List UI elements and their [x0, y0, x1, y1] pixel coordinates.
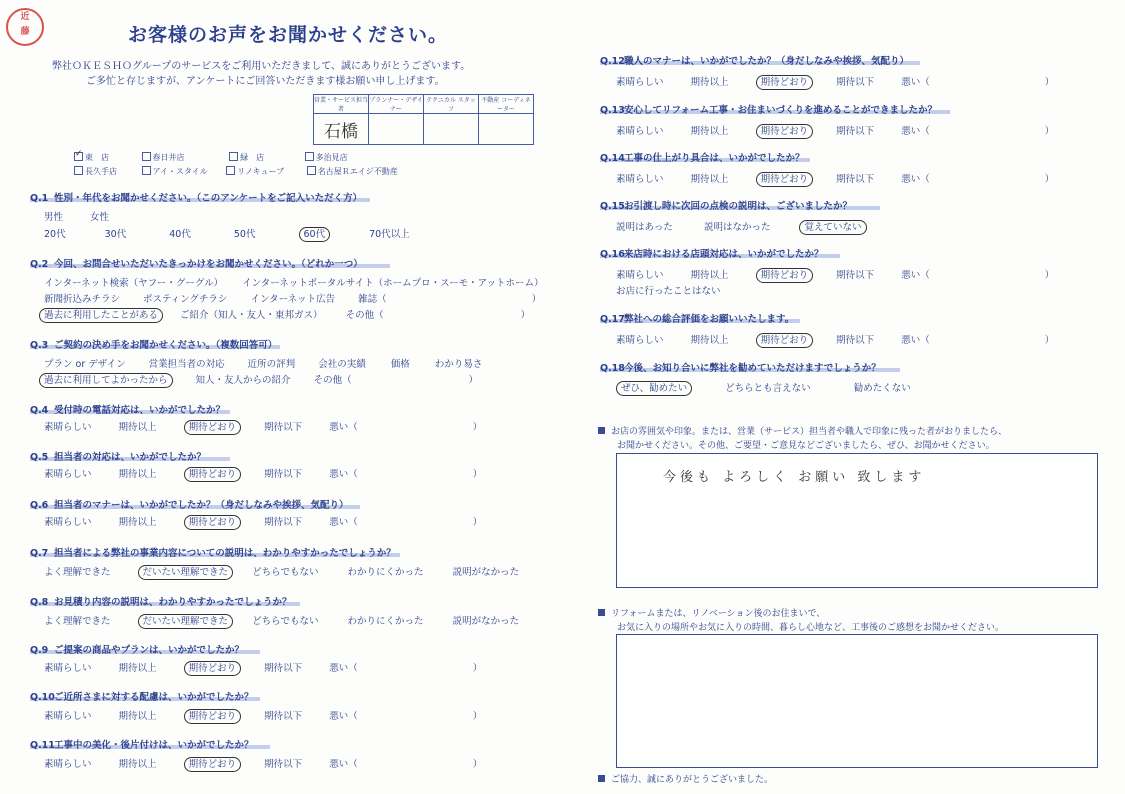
store-checkbox-nagoya-rage[interactable] — [307, 166, 316, 175]
hanko-stamp: 近 藤 — [6, 8, 44, 46]
option-bad[interactable]: 悪い（ — [901, 77, 930, 88]
option-neutral[interactable]: どちらでもない — [252, 616, 319, 627]
option-sales-rep[interactable]: 営業担当者の対応 — [148, 359, 225, 370]
q15-options — [616, 219, 867, 233]
option-bad[interactable]: 悪い（ — [329, 469, 358, 480]
option-above[interactable]: 期待以上 — [118, 759, 157, 770]
q4-options: 素晴らしい 期待以上 期待どおり 期待以下 悪い（ ） — [44, 422, 483, 433]
option-newspaper-flyer[interactable]: 新聞折込みチラシ — [44, 294, 121, 305]
question-q4: Q.4 受付時の電話対応は、いかがでしたか？ — [30, 405, 226, 416]
staff-header-technical: テクニカル スタッフ — [424, 95, 479, 114]
option-above[interactable]: 期待以上 — [690, 335, 729, 346]
option-above[interactable]: 期待以上 — [690, 270, 729, 281]
comment-prompt-2-line-2: お気に入りの場所やお気に入りの時間、暮らし心地など、工事後のご感想をお聞かせください。 — [617, 623, 1005, 633]
option-used-before-selected[interactable]: 過去に利用したことがある — [39, 308, 163, 323]
q2-row-1 — [44, 275, 543, 289]
option-above[interactable]: 期待以上 — [118, 517, 157, 528]
option-friend-referral[interactable]: 知人・友人からの紹介 — [195, 375, 291, 386]
question-q1: Q.1 性別・年代をお聞かせください。（このアンケートをご記入いただく方） — [30, 193, 363, 204]
option-as-expected-selected[interactable]: 期待どおり — [756, 268, 814, 283]
comment-prompt-2: リフォームまたは、リノベーション後のお住まいで、 — [598, 606, 825, 619]
store-checkbox-tajimi[interactable] — [305, 152, 314, 161]
option-below[interactable]: 期待以下 — [836, 174, 875, 185]
option-bad[interactable]: 悪い（ — [901, 270, 930, 281]
option-as-expected-selected[interactable]: 期待どおり — [184, 661, 242, 676]
option-20s[interactable]: 20代 — [44, 229, 66, 240]
q16-options: 素晴らしい 期待以上 期待どおり 期待以下 悪い（ ） — [616, 270, 1055, 281]
option-no-explanation[interactable]: 説明がなかった — [452, 567, 520, 578]
q17-options: 素晴らしい 期待以上 期待どおり 期待以下 悪い（ ） — [616, 335, 1055, 346]
option-above[interactable]: 期待以上 — [118, 422, 157, 433]
option-bad[interactable]: 悪い（ — [901, 335, 930, 346]
square-bullet-icon — [598, 775, 605, 782]
option-below[interactable]: 期待以下 — [836, 335, 875, 346]
option-posting-flyer[interactable]: ポスティングチラシ — [143, 294, 228, 305]
option-other[interactable]: その他（ — [345, 310, 384, 321]
option-above[interactable]: 期待以上 — [118, 663, 157, 674]
question-q2: Q.2 今回、お問合せいただいたきっかけをお聞かせください。（どれか一つ） — [30, 259, 363, 270]
q12-options: 素晴らしい 期待以上 期待どおり 期待以下 悪い（ ） — [616, 77, 1055, 88]
option-explained[interactable]: 説明はあった — [616, 222, 673, 233]
check-mark-icon: ✓ — [75, 149, 83, 159]
option-bad[interactable]: 悪い（ — [901, 126, 930, 137]
store-row-2: 長久手店 アイ・スタイル リノキューブ 名古屋Ｒエイジ不動産 — [74, 166, 398, 177]
option-as-expected-selected[interactable]: 期待どおり — [184, 709, 242, 724]
option-mostly-understood-selected[interactable]: だいたい理解できた — [138, 614, 234, 629]
square-bullet-icon — [598, 609, 605, 616]
comment-box-1[interactable] — [616, 453, 1098, 588]
option-excellent[interactable]: 素晴らしい — [44, 422, 92, 433]
option-as-expected-selected[interactable]: 期待どおり — [756, 172, 814, 187]
option-excellent[interactable]: 素晴らしい — [44, 517, 92, 528]
q7-options — [44, 564, 519, 578]
question-q5: Q.5 担当者の対応は、いかがでしたか？ — [30, 452, 207, 463]
store-checkbox-higashi[interactable] — [74, 149, 83, 161]
q11-options: 素晴らしい 期待以上 期待どおり 期待以下 悪い（ ） — [44, 759, 483, 770]
option-bad[interactable]: 悪い（ — [329, 517, 358, 528]
question-q9: Q.9 ご提案の商品やプランは、いかがでしたか？ — [30, 645, 245, 656]
option-excellent[interactable]: 素晴らしい — [44, 759, 92, 770]
option-below[interactable]: 期待以下 — [264, 663, 303, 674]
option-referral[interactable]: ご紹介（知人・友人・東邦ガス） — [180, 310, 323, 321]
comment-prompt-1-line-2: お聞かせください。その他、ご要望・ご意見などございましたら、ぜひ、お聞かせください。 — [617, 441, 995, 451]
question-q15: Q.15お引渡し時に次回の点検の説明は、ございましたか？ — [600, 201, 853, 212]
q2-row-2: 新聞折込みチラシ ポスティングチラシ インターネット広告 雑誌（ ） — [44, 294, 542, 305]
question-q3: Q.3 ご契約の決め手をお聞かせください。（複数回答可） — [30, 340, 278, 351]
q3-row-2: 過去に利用してよかったから 知人・友人からの紹介 その他（ ） — [44, 372, 478, 386]
q13-options: 素晴らしい 期待以上 期待どおり 期待以下 悪い（ ） — [616, 126, 1055, 137]
option-excellent[interactable]: 素晴らしい — [616, 77, 664, 88]
question-q8: Q.8 お見積り内容の説明は、わかりやすかったでしょうか？ — [30, 597, 292, 608]
thanks-note: ご協力、誠にありがとうございました。 — [598, 772, 773, 785]
option-60s-selected[interactable]: 60代 — [299, 227, 331, 242]
question-q14: Q.14工事の仕上がり具合は、いかがでしたか？ — [600, 153, 805, 164]
option-below[interactable]: 期待以下 — [836, 77, 875, 88]
question-q18: Q.18今後、お知り合いに弊社を勧めていただけますでしょうか？ — [600, 363, 881, 374]
comment-prompt-1: お店の雰囲気や印象。または、営業（サービス）担当者や職人で印象に残った者がおりましたら、 — [598, 424, 1007, 437]
option-excellent[interactable]: 素晴らしい — [44, 663, 92, 674]
option-as-expected-selected[interactable]: 期待どおり — [184, 515, 242, 530]
question-q16: Q.16来店時における店頭対応は、いかがでしたか？ — [600, 249, 824, 260]
option-not-explained[interactable]: 説明はなかった — [703, 222, 771, 233]
staff-header-realestate: 不動産 コーディネーター — [479, 95, 534, 114]
option-other-q3[interactable]: その他（ — [313, 375, 352, 386]
technical-cell[interactable] — [424, 114, 479, 145]
option-as-expected-selected[interactable]: 期待どおり — [184, 757, 242, 772]
option-below[interactable]: 期待以下 — [836, 126, 875, 137]
planner-cell[interactable] — [369, 114, 424, 145]
question-q11: Q.11工事中の美化・後片付けは、いかがでしたか？ — [30, 740, 254, 751]
option-no-explanation[interactable]: 説明がなかった — [452, 616, 520, 627]
q14-options: 素晴らしい 期待以上 期待どおり 期待以下 悪い（ ） — [616, 174, 1055, 185]
option-above[interactable]: 期待以上 — [118, 469, 157, 480]
option-undecided[interactable]: どちらとも言えない — [725, 383, 811, 394]
option-below[interactable]: 期待以下 — [264, 759, 303, 770]
option-internet-search[interactable]: インターネット検索（ヤフー・グーグル） — [44, 278, 224, 289]
q6-options: 素晴らしい 期待以上 期待どおり 期待以下 悪い（ ） — [44, 517, 483, 528]
option-below[interactable]: 期待以下 — [836, 270, 875, 281]
question-q10: Q.10ご近所さまに対する配慮は、いかがでしたか？ — [30, 692, 254, 703]
option-bad[interactable]: 悪い（ — [329, 711, 358, 722]
option-female[interactable]: 女性 — [90, 212, 110, 223]
option-30s[interactable]: 30代 — [104, 229, 127, 240]
option-excellent[interactable]: 素晴らしい — [616, 126, 664, 137]
option-below[interactable]: 期待以下 — [264, 469, 303, 480]
option-definitely-recommend-selected[interactable]: ぜひ、勧めたい — [616, 381, 692, 396]
option-excellent[interactable]: 素晴らしい — [44, 711, 92, 722]
staff-header-sales: 営業・サービス担当者 — [314, 95, 369, 114]
option-below[interactable]: 期待以下 — [264, 517, 303, 528]
option-track-record[interactable]: 会社の実績 — [318, 359, 366, 370]
option-excellent[interactable]: 素晴らしい — [616, 270, 664, 281]
q10-options: 素晴らしい 期待以上 期待どおり 期待以下 悪い（ ） — [44, 711, 483, 722]
question-q7: Q.7 担当者による弊社の事業内容についての説明は、わかりやすかったでしょうか？ — [30, 548, 396, 559]
realestate-cell[interactable] — [479, 114, 534, 145]
option-below[interactable]: 期待以下 — [264, 711, 303, 722]
option-good-before-selected[interactable]: 過去に利用してよかったから — [39, 373, 173, 388]
sales-signature: 石橋 — [324, 121, 358, 142]
intro-line-1: 弊社ＯＫＥＳＨＯグループのサービスをご利用いただきまして、誠にありがとうございます。 — [52, 61, 471, 72]
store-checkbox-renocube[interactable] — [226, 166, 235, 175]
option-above[interactable]: 期待以上 — [690, 77, 729, 88]
option-hard-to-understand[interactable]: わかりにくかった — [347, 616, 424, 627]
option-magazine[interactable]: 雑誌（ — [358, 294, 387, 305]
option-dont-remember-selected[interactable]: 覚えていない — [799, 220, 866, 235]
option-male[interactable]: 男性 — [44, 212, 64, 223]
option-price[interactable]: 価格 — [390, 359, 410, 370]
option-hard-to-understand[interactable]: わかりにくかった — [347, 567, 424, 578]
q3-row-1 — [44, 356, 482, 370]
option-bad[interactable]: 悪い（ — [329, 663, 358, 674]
store-checkbox-istyle[interactable] — [142, 166, 151, 175]
option-as-expected-selected[interactable]: 期待どおり — [756, 124, 814, 139]
q5-options: 素晴らしい 期待以上 期待どおり 期待以下 悪い（ ） — [44, 469, 483, 480]
staff-table — [313, 94, 534, 145]
q2-row-3: 過去に利用したことがある ご紹介（知人・友人・東邦ガス） その他（ ） — [44, 307, 530, 321]
question-q6: Q.6 担当者のマナーは、いかがでしたか？（身だしなみや挨拶、気配り） — [30, 500, 349, 511]
option-40s[interactable]: 40代 — [169, 229, 191, 240]
intro-line-2: ご多忙と存じますが、アンケートにご回答いただきます様お願い申し上げます。 — [86, 76, 445, 87]
option-as-expected-selected[interactable]: 期待どおり — [184, 420, 242, 435]
page-title: お客様のお声をお聞かせください。 — [128, 24, 449, 46]
question-q17: Q.17弊社への総合評価をお願いいたします。 — [600, 314, 795, 325]
option-70s[interactable]: 70代以上 — [369, 229, 410, 240]
staff-header-planner: プランナー・デザイナー — [369, 95, 424, 114]
q9-options: 素晴らしい 期待以上 期待どおり 期待以下 悪い（ ） — [44, 663, 483, 674]
store-checkbox-kasugai[interactable] — [142, 152, 151, 161]
option-as-expected-selected[interactable]: 期待どおり — [184, 467, 242, 482]
option-mostly-understood-selected[interactable]: だいたい理解できた — [138, 565, 234, 580]
option-reputation[interactable]: 近所の評判 — [247, 359, 296, 370]
option-internet-ad[interactable]: インターネット広告 — [250, 294, 336, 305]
option-excellent[interactable]: 素晴らしい — [44, 469, 92, 480]
option-above[interactable]: 期待以上 — [690, 174, 729, 185]
option-above[interactable]: 期待以上 — [118, 711, 157, 722]
store-checkbox-midori[interactable] — [229, 152, 238, 161]
comment-box-2[interactable] — [616, 634, 1098, 768]
q1-age-options — [44, 226, 410, 240]
option-bad[interactable]: 悪い（ — [329, 759, 358, 770]
option-clarity[interactable]: わかり易さ — [434, 359, 483, 370]
option-never-visited[interactable]: お店に行ったことはない — [616, 286, 721, 297]
store-checkbox-nagakute[interactable] — [74, 166, 83, 175]
option-understood-well[interactable]: よく理解できた — [44, 567, 111, 578]
option-bad[interactable]: 悪い（ — [329, 422, 358, 433]
option-excellent[interactable]: 素晴らしい — [616, 174, 664, 185]
handwritten-comment: 今後も よろしく お願い 致します — [663, 470, 926, 485]
question-q13: Q.13安心してリフォーム工事・お住まいづくりを進めることができましたか？ — [600, 105, 938, 116]
question-q12: Q.12職人のマナーは、いかがでしたか？（身だしなみや挨拶、気配り） — [600, 56, 910, 67]
q18-options — [616, 380, 911, 394]
option-neutral[interactable]: どちらでもない — [252, 567, 319, 578]
option-portal-site[interactable]: インターネットポータルサイト（ホームプロ・スーモ・アットホーム） — [242, 278, 544, 289]
option-not-recommend[interactable]: 勧めたくない — [853, 383, 911, 394]
q1-gender-options — [44, 209, 109, 223]
option-bad[interactable]: 悪い（ — [901, 174, 930, 185]
option-below[interactable]: 期待以下 — [264, 422, 303, 433]
option-above[interactable]: 期待以上 — [690, 126, 729, 137]
store-row-1: ✓ 東 店 春日井店 緑 店 多治見店 — [75, 149, 348, 162]
option-50s[interactable]: 50代 — [233, 229, 256, 240]
option-excellent[interactable]: 素晴らしい — [616, 335, 664, 346]
option-as-expected-selected[interactable]: 期待どおり — [756, 333, 814, 348]
option-as-expected-selected[interactable]: 期待どおり — [756, 75, 814, 90]
q8-options — [44, 613, 519, 627]
option-plan-design[interactable]: プラン or デザイン — [44, 359, 126, 370]
option-understood-well[interactable]: よく理解できた — [44, 616, 111, 627]
square-bullet-icon — [598, 427, 605, 434]
